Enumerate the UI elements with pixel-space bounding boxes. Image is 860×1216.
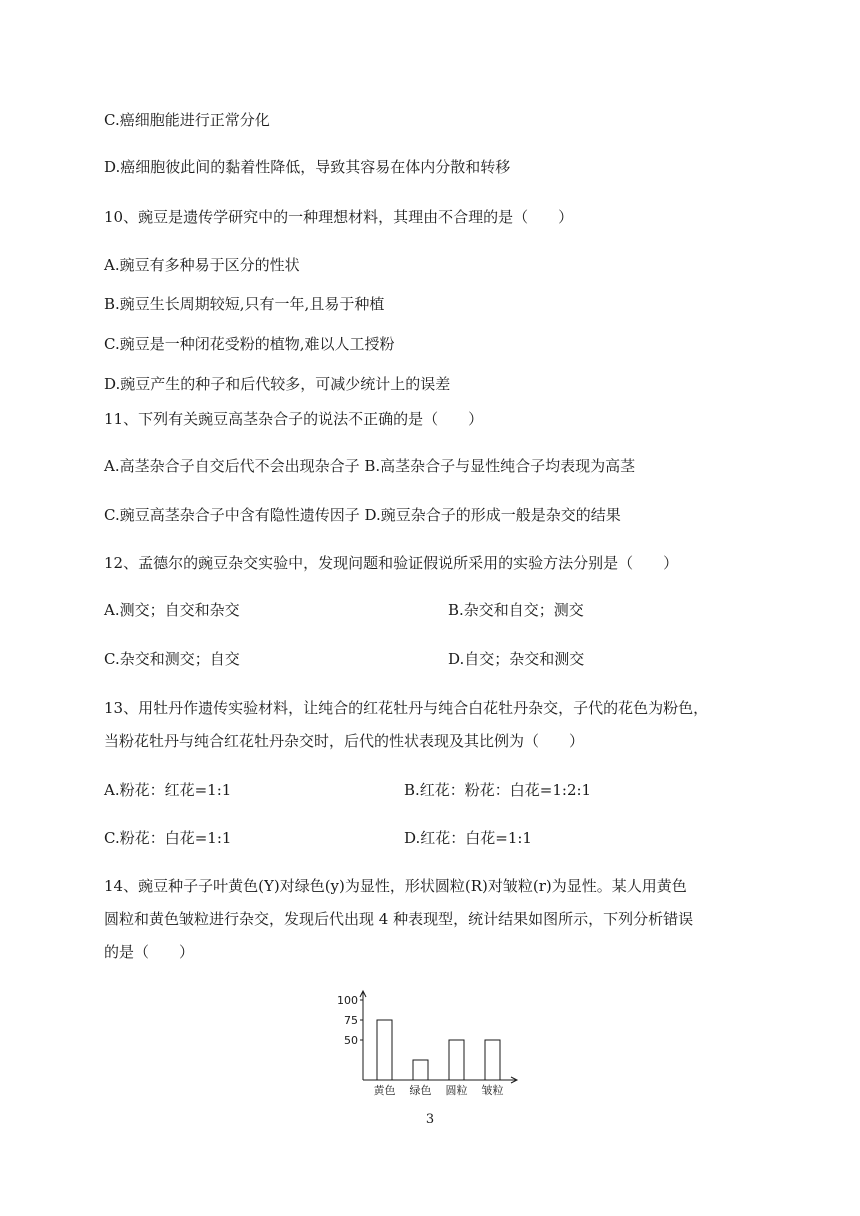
option-c-q12: C.杂交和测交；自交 xyxy=(104,650,240,668)
question-11: 11、下列有关豌豆高茎杂合子的说法不正确的是（ ） xyxy=(104,410,484,428)
option-b-q10: B.豌豆生长周期较短,只有一年,且易于种植 xyxy=(104,295,385,313)
y-tick-label: 75 xyxy=(344,1014,358,1027)
option-a-q12: A.测交；自交和杂交 xyxy=(104,601,240,619)
option-c-q9: C.癌细胞能进行正常分化 xyxy=(104,111,270,129)
question-12: 12、孟德尔的豌豆杂交实验中，发现问题和验证假说所采用的实验方法分别是（ ） xyxy=(104,554,679,572)
question-13-line2: 当粉花牡丹与纯合红花牡丹杂交时，后代的性状表现及其比例为（ ） xyxy=(104,732,585,750)
bar xyxy=(377,1020,392,1080)
option-b-q12: B.杂交和自交；测交 xyxy=(448,601,584,619)
question-14-line1: 14、豌豆种子子叶黄色(Y)对绿色(y)为显性，形状圆粒(R)对皱粒(r)为显性。某人用黄色 xyxy=(104,877,687,895)
x-category-label: 皱粒 xyxy=(481,1084,504,1097)
option-a-q13: A.粉花：红花=1:1 xyxy=(104,781,232,799)
x-category-label: 绿色 xyxy=(409,1084,432,1097)
option-d-q13: D.红花：白花=1:1 xyxy=(404,829,532,847)
question-14-line2: 圆粒和黄色皱粒进行杂交，发现后代出现 4 种表现型，统计结果如图所示，下列分析错误 xyxy=(104,910,694,928)
options-ab-q11: A.高茎杂合子自交后代不会出现杂合子 B.高茎杂合子与显性纯合子均表现为高茎 xyxy=(104,457,636,475)
option-c-q10: C.豌豆是一种闭花受粉的植物,难以人工授粉 xyxy=(104,335,395,353)
y-tick-label: 50 xyxy=(344,1034,358,1047)
question-13-line1: 13、用牡丹作遗传实验材料，让纯合的红花牡丹与纯合白花牡丹杂交，子代的花色为粉色， xyxy=(104,699,709,717)
option-d-q9: D.癌细胞彼此间的黏着性降低，导致其容易在体内分散和转移 xyxy=(104,158,511,176)
option-d-q12: D.自交；杂交和测交 xyxy=(448,650,585,668)
phenotype-bar-chart xyxy=(330,988,520,1098)
bar xyxy=(413,1060,428,1080)
option-a-q10: A.豌豆有多种易于区分的性状 xyxy=(104,256,300,274)
options-cd-q11: C.豌豆高茎杂合子中含有隐性遗传因子 D.豌豆杂合子的形成一般是杂交的结果 xyxy=(104,506,621,524)
x-category-label: 圆粒 xyxy=(445,1084,468,1097)
question-14-line3: 的是（ ） xyxy=(104,943,195,961)
option-b-q13: B.红花：粉花：白花=1:2:1 xyxy=(404,781,592,799)
page-number: 3 xyxy=(425,1112,435,1127)
y-tick-label: 100 xyxy=(337,994,358,1007)
bar xyxy=(449,1040,464,1080)
x-category-label: 黄色 xyxy=(373,1084,396,1097)
option-c-q13: C.粉花：白花=1:1 xyxy=(104,829,232,847)
option-d-q10: D.豌豆产生的种子和后代较多，可减少统计上的误差 xyxy=(104,375,451,393)
bar xyxy=(485,1040,500,1080)
question-10: 10、豌豆是遗传学研究中的一种理想材料，其理由不合理的是（ ） xyxy=(104,208,574,226)
